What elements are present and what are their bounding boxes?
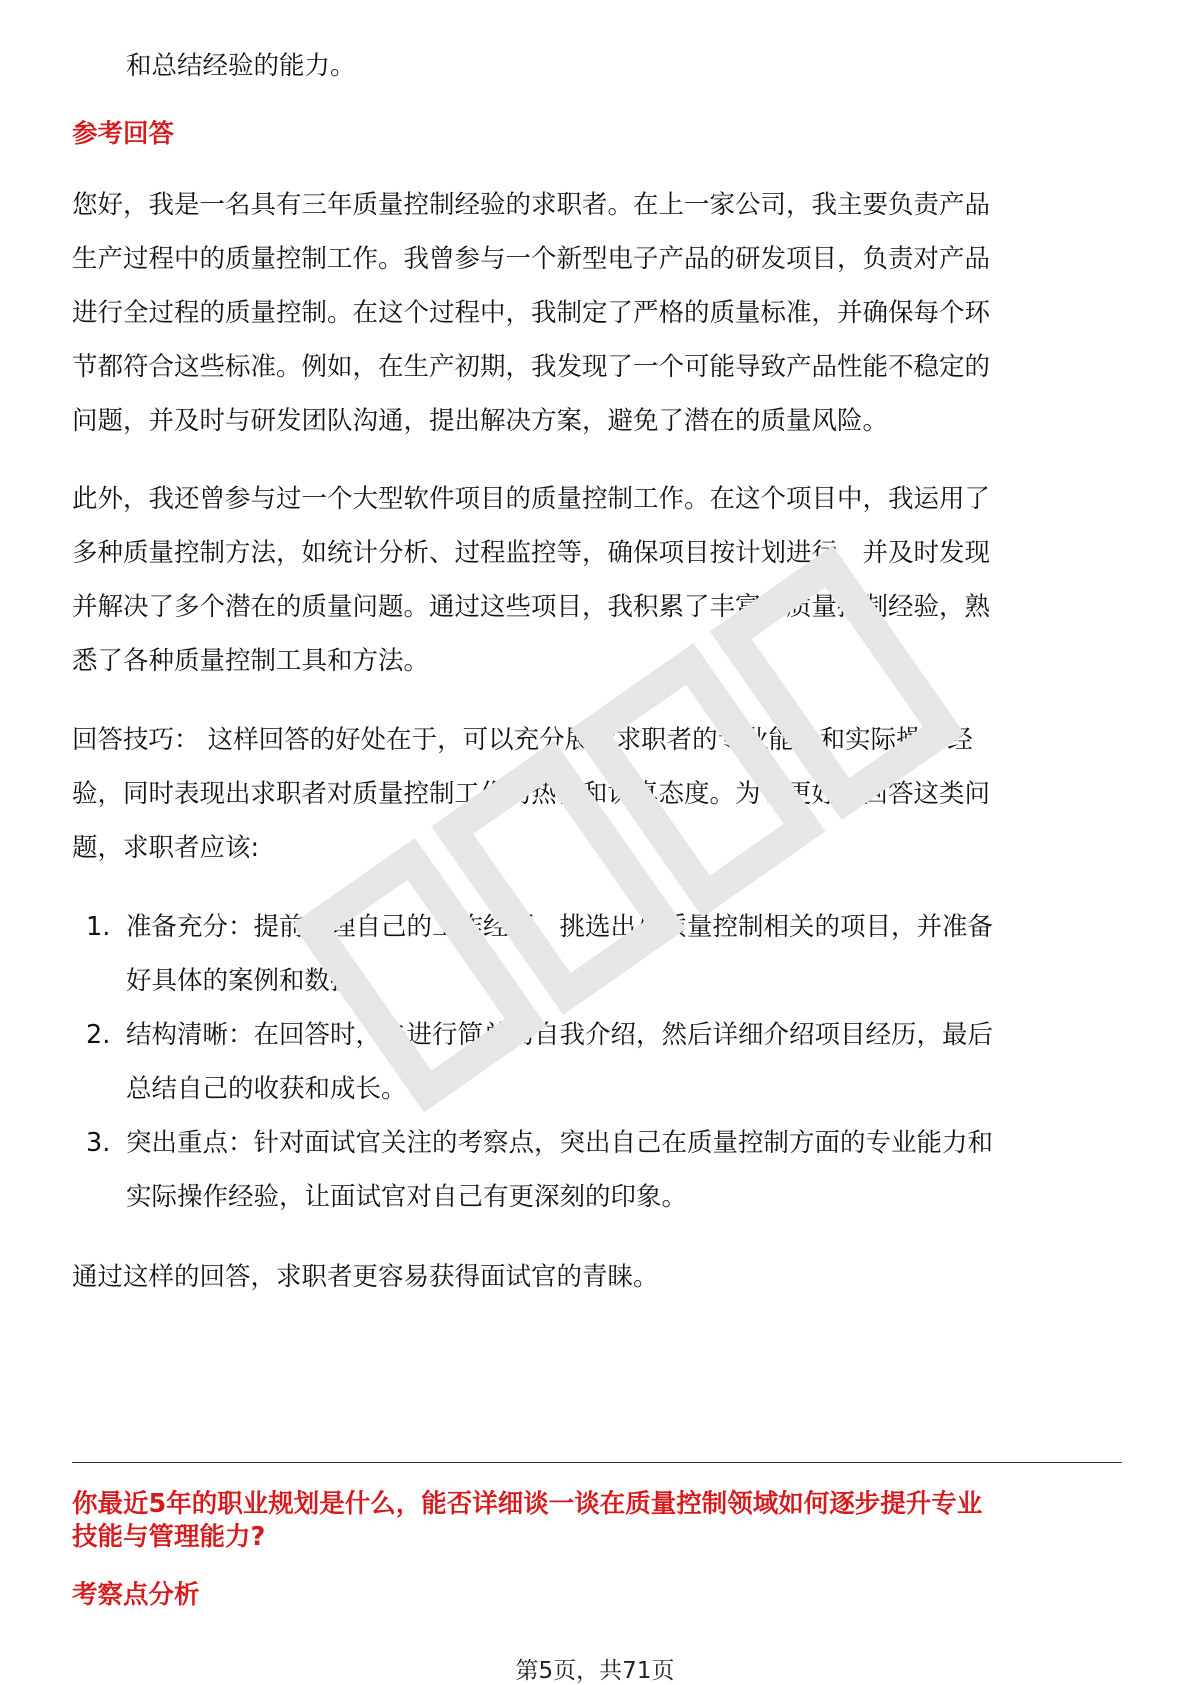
closing-paragraph: 通过这样的回答，求职者更容易获得面试官的青睐。 [72, 1262, 659, 1292]
list-number: 3. [86, 1128, 111, 1158]
list-item-line: 实际操作经验，让面试官对自己有更深刻的印象。 [126, 1182, 688, 1212]
paragraph-line: 悉了各种质量控制工具和方法。 [72, 646, 430, 676]
paragraph-line: 回答技巧： 这样回答的好处在于，可以充分展示求职者的专业能力和实际操作经 [72, 725, 973, 755]
paragraph-line: 生产过程中的质量控制工作。我曾参与一个新型电子产品的研发项目，负责对产品 [72, 244, 991, 274]
paragraph-line: 节都符合这些标准。例如，在生产初期，我发现了一个可能导致产品性能不稳定的 [72, 352, 991, 382]
paragraph-line: 进行全过程的质量控制。在这个过程中，我制定了严格的质量标准，并确保每个环 [72, 298, 991, 328]
section-heading-reference-answer: 参考回答 [72, 119, 175, 149]
paragraph-line: 您好，我是一名具有三年质量控制经验的求职者。在上一家公司，我主要负责产品 [72, 190, 991, 220]
section-divider [72, 1462, 1122, 1463]
list-item-line: 突出重点：针对面试官关注的考察点，突出自己在质量控制方面的专业能力和 [126, 1128, 994, 1158]
section-heading-analysis: 考察点分析 [72, 1580, 200, 1610]
list-number: 2. [86, 1020, 111, 1050]
list-item-line: 准备充分：提前梳理自己的工作经历，挑选出与质量控制相关的项目，并准备 [126, 912, 994, 942]
question-heading-line: 技能与管理能力? [72, 1522, 266, 1552]
paragraph-line: 问题，并及时与研发团队沟通，提出解决方案，避免了潜在的质量风险。 [72, 406, 889, 436]
paragraph-line: 验，同时表现出求职者对质量控制工作的热情和认真态度。为了更好地回答这类问 [72, 779, 991, 809]
continued-text: 和总结经验的能力。 [126, 51, 356, 81]
paragraph-line: 题，求职者应该: [72, 833, 260, 863]
list-item-line: 好具体的案例和数据。 [126, 966, 382, 996]
paragraph-line: 此外，我还曾参与过一个大型软件项目的质量控制工作。在这个项目中，我运用了 [72, 484, 991, 514]
question-heading-line: 你最近5年的职业规划是什么，能否详细谈一谈在质量控制领域如何逐步提升专业 [72, 1489, 983, 1519]
list-item-line: 结构清晰：在回答时，先进行简单的自我介绍，然后详细介绍项目经历，最后 [126, 1020, 994, 1050]
list-item-line: 总结自己的收获和成长。 [126, 1074, 407, 1104]
page-footer: 第5页，共71页 [515, 1658, 675, 1684]
paragraph-line: 并解决了多个潜在的质量问题。通过这些项目，我积累了丰富的质量控制经验，熟 [72, 592, 991, 622]
paragraph-line: 多种质量控制方法，如统计分析、过程监控等，确保项目按计划进行，并及时发现 [72, 538, 991, 568]
list-number: 1. [86, 912, 111, 942]
